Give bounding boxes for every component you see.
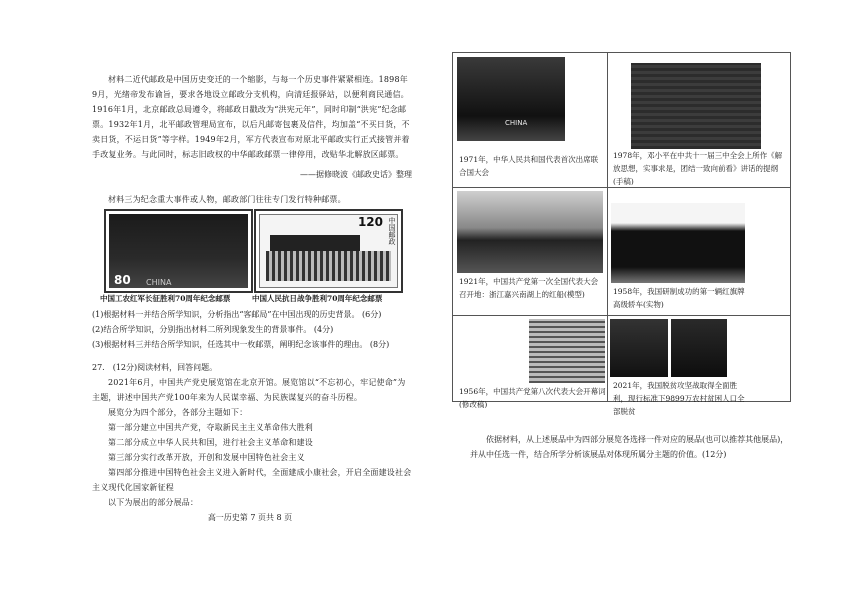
stamp-monument (266, 251, 391, 281)
un-assembly-photo (457, 57, 565, 141)
question-27-intro: 2021年6月，中国共产党史展览馆在北京开馆。展览馆以“不忘初心，牢记使命”为主题，讲述中国共产党100年来为人民谋幸福、为民族谋复兴的奋斗历程。 (92, 378, 406, 402)
question-1: (1)根据材料一并结合所学知识，分析指出“客邮局”在中国出现的历史背景。 (6分) (92, 310, 382, 319)
part-3: 第三部分实行改革开放，开创和发展中国特色社会主义 (108, 453, 305, 462)
question-2: (2)结合所学知识，分别指出材料二所列现象发生的背景事件。 (4分) (92, 325, 334, 334)
long-march-stamp (104, 209, 253, 293)
hongqi-car-photo (611, 203, 745, 283)
question-27-heading: 27. (12分)阅读材料，回答问题。 (92, 363, 218, 372)
exhibits-table (452, 52, 791, 416)
speech-draft-photo (529, 319, 605, 383)
stamp-1-caption: 中国工农红军长征胜利70周年纪念邮票 (100, 294, 231, 303)
anti-japanese-war-stamp (254, 209, 403, 293)
exhibit-caption-2021: 2021年，我国脱贫攻坚战取得全面胜利，现行标准下9899万农村贫困人口全部脱贫 (613, 381, 745, 416)
material-3-text: 材料三为纪念重大事件或人物，邮政部门往往专门发行特种邮票。 (108, 195, 346, 204)
exhibit-caption-1971: 1971年，中华人民共和国代表首次出席联合国大会 (459, 155, 599, 177)
stamps-figure (92, 209, 412, 307)
manuscript-photo (631, 63, 761, 149)
parts-intro: 展览分为四个部分，各部分主题如下： (108, 408, 248, 417)
question-27-task: 依据材料，从上述展品中为四部分展览各选择一件对应的展品(也可以推荐其他展品)，并从中任选一件，结合所学分析该展品对体现所属分主题的价值。(12分) (470, 435, 789, 459)
question-3: (3)根据材料三并结合所学知识，任选其中一枚邮票，阐明纪念该事件的理由。 (8分) (92, 340, 390, 349)
photo-sign-text: CHINA (505, 119, 528, 127)
exhibit-caption-1958: 1958年，我国研制成功的第一辆红旗牌高级轿车(实物) (613, 287, 745, 309)
exhibit-caption-1978: 1978年，邓小平在中共十一届三中全会上所作《解放思想，实事求是，团结一致向前看》讲话的提纲(手稿) (613, 151, 783, 186)
stamp-country: 中国邮政 (388, 217, 396, 245)
left-column (92, 72, 412, 510)
poverty-alleviation-photo-1 (610, 319, 668, 377)
poverty-alleviation-photo-2 (671, 319, 727, 377)
exhibit-caption-1956: 1956年，中国共产党第八次代表大会开幕词(修改稿) (459, 387, 606, 409)
stamp-value: 120 (357, 215, 383, 229)
red-boat-photo (457, 191, 603, 273)
page-footer: 高一历史第 7 页共 8 页 (207, 513, 293, 522)
stamp-2-caption: 中国人民抗日战争胜利70周年纪念邮票 (252, 294, 383, 303)
stamp-banner (270, 235, 360, 251)
exhibits-intro: 以下为展出的部分展品： (108, 498, 199, 507)
stamp-value: 80 (114, 273, 131, 287)
part-2: 第二部分成立中华人民共和国，进行社会主义革命和建设 (108, 438, 313, 447)
exhibit-caption-1921: 1921年，中国共产党第一次全国代表大会召开地：浙江嘉兴南湖上的红船(模型) (459, 277, 599, 299)
material-2-text: 材料二近代邮政是中国历史变迁的一个缩影，与每一个历史事件紧紧相连。1898年9月，光绪帝发布谕旨，要求各地设立邮政分支机构，向清廷报驿站，以便利商民通信。1916年1月，北京邮政总局遵令，将邮政日戳改为“洪宪元年”，同时印制“洪宪”纪念邮票。1932年1月，北平邮政管理局宣布，以后凡邮寄包裹及信件，均加盖“不买日货，不卖日货，不运日货”等字样。1949年2月，军方代表宣布对原北平邮政实行正式接管并着手改复业务。与此同时，标志旧政权的中华邮政邮票一律停用，改贴华北解放区邮票。 (92, 75, 410, 159)
stamp-country: CHINA (146, 278, 172, 287)
material-2-source: ——据修晓波《邮政史话》整理 (300, 170, 412, 179)
part-1: 第一部分建立中国共产党，夺取新民主主义革命伟大胜利 (108, 423, 313, 432)
part-4: 第四部分推进中国特色社会主义进入新时代，全面建成小康社会，开启全面建设社会主义现代化国家新征程 (92, 468, 412, 492)
